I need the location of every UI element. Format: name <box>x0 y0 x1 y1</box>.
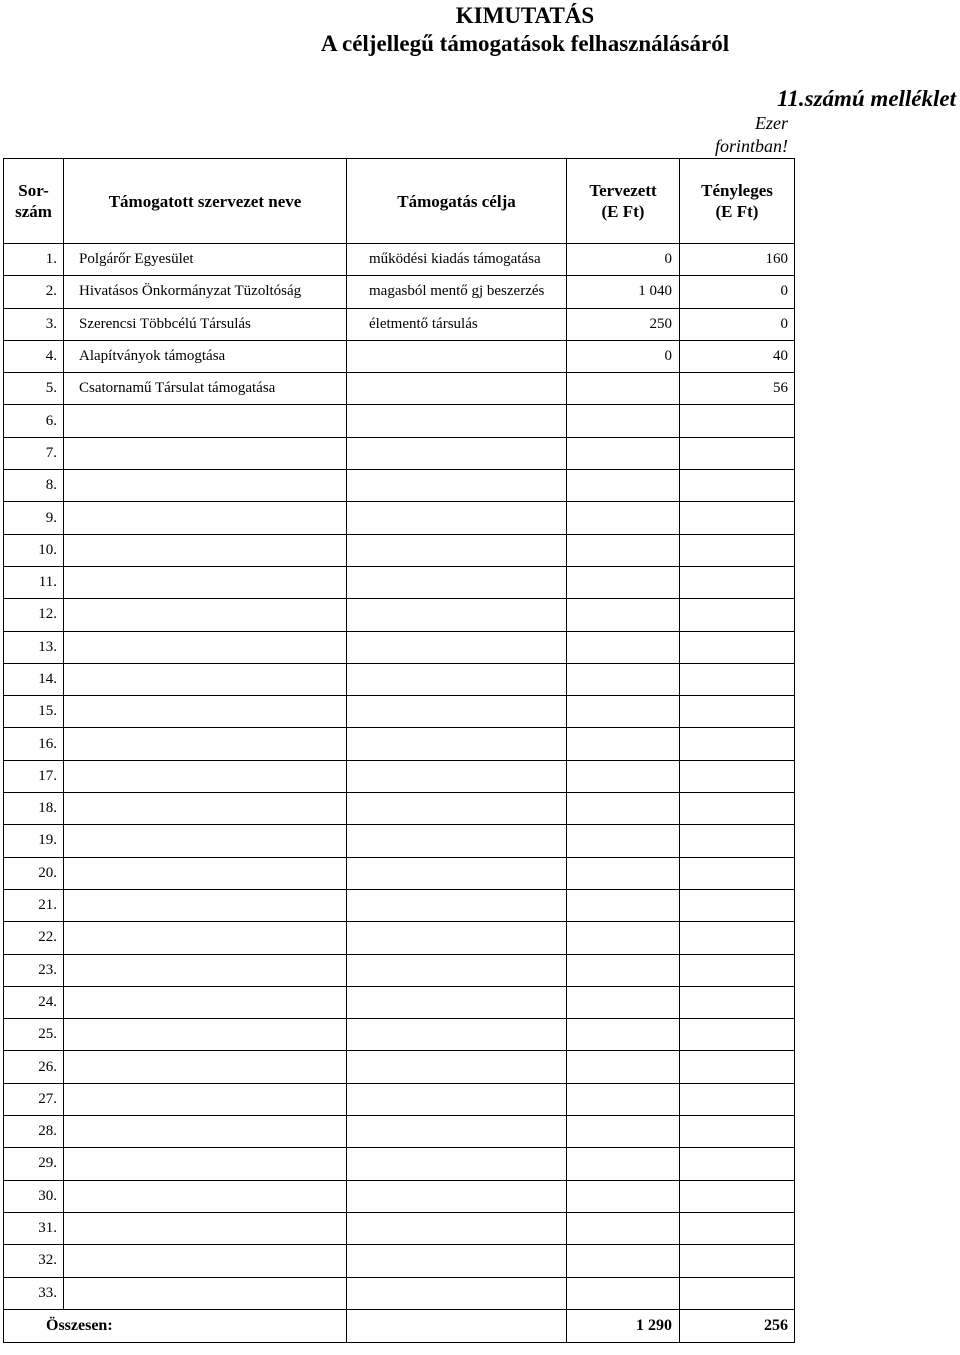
cell-actual <box>680 1148 795 1180</box>
table-row <box>4 1277 795 1309</box>
cell-purpose <box>347 566 567 598</box>
cell-org-name: Csatornamű Társulat támogatása <box>64 373 347 405</box>
document-subtitle: A céljellegű támogatások felhasználásáról <box>320 31 730 56</box>
cell-planned <box>567 1083 680 1115</box>
cell-purpose <box>347 1148 567 1180</box>
table-row <box>4 405 795 437</box>
cell-actual <box>680 1277 795 1309</box>
cell-planned <box>567 825 680 857</box>
cell-org-name <box>64 760 347 792</box>
cell-planned <box>567 696 680 728</box>
table-row <box>4 986 795 1018</box>
cell-serial: 16. <box>4 728 64 760</box>
cell-planned <box>567 793 680 825</box>
total-planned: 1 290 <box>567 1309 680 1342</box>
cell-org-name <box>64 825 347 857</box>
cell-org-name <box>64 1019 347 1051</box>
cell-planned <box>567 405 680 437</box>
cell-actual <box>680 728 795 760</box>
cell-org-name <box>64 1116 347 1148</box>
cell-serial: 28. <box>4 1116 64 1148</box>
cell-planned <box>567 534 680 566</box>
cell-purpose <box>347 986 567 1018</box>
cell-planned <box>567 1277 680 1309</box>
unit-note <box>715 112 788 158</box>
total-actual: 256 <box>680 1309 795 1342</box>
cell-planned <box>567 889 680 921</box>
support-table <box>3 158 795 1343</box>
cell-actual <box>680 1180 795 1212</box>
cell-planned <box>567 1148 680 1180</box>
total-row <box>4 1309 795 1342</box>
cell-purpose <box>347 1180 567 1212</box>
header-planned-line1: Tervezett <box>589 181 657 200</box>
table-row <box>4 760 795 792</box>
cell-org-name <box>64 599 347 631</box>
table-row <box>4 1116 795 1148</box>
cell-serial: 30. <box>4 1180 64 1212</box>
cell-planned: 250 <box>567 308 680 340</box>
cell-org-name <box>64 1083 347 1115</box>
table-row <box>4 793 795 825</box>
cell-purpose <box>347 1051 567 1083</box>
header-purpose: Támogatás célja <box>347 159 567 244</box>
unit-note-line1: Ezer <box>755 113 788 133</box>
annex-label: 11.számú melléklet <box>777 86 956 111</box>
table-row <box>4 728 795 760</box>
cell-serial: 9. <box>4 502 64 534</box>
cell-serial: 25. <box>4 1019 64 1051</box>
cell-actual <box>680 1245 795 1277</box>
cell-org-name <box>64 502 347 534</box>
cell-actual <box>680 857 795 889</box>
cell-purpose <box>347 1019 567 1051</box>
cell-serial: 11. <box>4 566 64 598</box>
cell-serial: 20. <box>4 857 64 889</box>
cell-org-name <box>64 437 347 469</box>
table-row <box>4 889 795 921</box>
cell-serial: 8. <box>4 470 64 502</box>
cell-planned <box>567 1116 680 1148</box>
table-row <box>4 663 795 695</box>
cell-purpose <box>347 922 567 954</box>
cell-purpose <box>347 1277 567 1309</box>
cell-purpose <box>347 663 567 695</box>
cell-serial: 7. <box>4 437 64 469</box>
table-row <box>4 631 795 663</box>
cell-purpose: működési kiadás támogatása <box>347 244 567 276</box>
cell-actual <box>680 470 795 502</box>
cell-planned <box>567 1180 680 1212</box>
total-purpose-cell <box>347 1309 567 1342</box>
cell-actual <box>680 954 795 986</box>
cell-purpose <box>347 696 567 728</box>
cell-org-name <box>64 857 347 889</box>
cell-org-name <box>64 793 347 825</box>
table-row <box>4 599 795 631</box>
cell-purpose <box>347 340 567 372</box>
cell-serial: 33. <box>4 1277 64 1309</box>
table-row <box>4 696 795 728</box>
cell-purpose <box>347 405 567 437</box>
cell-planned <box>567 1245 680 1277</box>
cell-org-name <box>64 696 347 728</box>
cell-actual <box>680 793 795 825</box>
cell-purpose <box>347 825 567 857</box>
cell-planned <box>567 631 680 663</box>
cell-actual: 56 <box>680 373 795 405</box>
header-serial-line1: Sor- <box>18 181 49 200</box>
cell-serial: 13. <box>4 631 64 663</box>
header-planned-line2: (E Ft) <box>601 202 645 221</box>
cell-planned <box>567 470 680 502</box>
cell-serial: 10. <box>4 534 64 566</box>
table-row <box>4 276 795 308</box>
cell-serial: 26. <box>4 1051 64 1083</box>
header-serial <box>4 159 64 244</box>
cell-planned <box>567 502 680 534</box>
cell-planned <box>567 437 680 469</box>
cell-actual <box>680 502 795 534</box>
table-row <box>4 922 795 954</box>
cell-actual <box>680 437 795 469</box>
cell-org-name: Polgárőr Egyesület <box>64 244 347 276</box>
total-label: Összesen: <box>4 1309 347 1342</box>
cell-org-name: Hivatásos Önkormányzat Tüzoltóság <box>64 276 347 308</box>
header-org-name: Támogatott szervezet neve <box>64 159 347 244</box>
cell-actual <box>680 1019 795 1051</box>
cell-purpose <box>347 470 567 502</box>
cell-actual <box>680 631 795 663</box>
table-row <box>4 502 795 534</box>
table-row <box>4 1148 795 1180</box>
cell-org-name <box>64 534 347 566</box>
table-row <box>4 1245 795 1277</box>
cell-actual <box>680 1083 795 1115</box>
table-row <box>4 437 795 469</box>
cell-org-name <box>64 1148 347 1180</box>
cell-serial: 24. <box>4 986 64 1018</box>
cell-planned <box>567 954 680 986</box>
cell-serial: 19. <box>4 825 64 857</box>
cell-serial: 14. <box>4 663 64 695</box>
header-serial-line2: szám <box>15 202 52 221</box>
cell-actual <box>680 663 795 695</box>
document-title: KIMUTATÁS <box>455 3 595 28</box>
cell-actual: 40 <box>680 340 795 372</box>
cell-planned <box>567 857 680 889</box>
cell-actual <box>680 922 795 954</box>
cell-org-name <box>64 1245 347 1277</box>
cell-planned <box>567 566 680 598</box>
cell-purpose <box>347 599 567 631</box>
cell-serial: 15. <box>4 696 64 728</box>
cell-planned <box>567 728 680 760</box>
cell-org-name <box>64 1051 347 1083</box>
header-actual <box>680 159 795 244</box>
unit-note-line2: forintban! <box>714 136 788 156</box>
cell-org-name: Alapítványok támogtása <box>64 340 347 372</box>
cell-actual <box>680 1116 795 1148</box>
cell-planned <box>567 373 680 405</box>
cell-purpose <box>347 1212 567 1244</box>
cell-purpose <box>347 373 567 405</box>
cell-actual <box>680 760 795 792</box>
cell-purpose: életmentő társulás <box>347 308 567 340</box>
table-body <box>4 244 795 1310</box>
table-row <box>4 857 795 889</box>
cell-serial: 2. <box>4 276 64 308</box>
cell-serial: 27. <box>4 1083 64 1115</box>
table-row <box>4 534 795 566</box>
cell-serial: 31. <box>4 1212 64 1244</box>
cell-purpose <box>347 1116 567 1148</box>
table-row <box>4 1180 795 1212</box>
table-header-row <box>4 159 795 244</box>
cell-actual <box>680 599 795 631</box>
cell-purpose <box>347 760 567 792</box>
cell-actual: 0 <box>680 276 795 308</box>
cell-org-name <box>64 954 347 986</box>
cell-planned <box>567 986 680 1018</box>
cell-actual <box>680 986 795 1018</box>
cell-org-name <box>64 728 347 760</box>
header-planned <box>567 159 680 244</box>
cell-planned <box>567 760 680 792</box>
cell-org-name <box>64 663 347 695</box>
cell-org-name: Szerencsi Többcélú Társulás <box>64 308 347 340</box>
table-row <box>4 954 795 986</box>
cell-actual: 0 <box>680 308 795 340</box>
cell-serial: 21. <box>4 889 64 921</box>
cell-org-name <box>64 1212 347 1244</box>
cell-serial: 12. <box>4 599 64 631</box>
cell-serial: 17. <box>4 760 64 792</box>
table-row <box>4 1083 795 1115</box>
cell-purpose <box>347 889 567 921</box>
table-row <box>4 470 795 502</box>
cell-serial: 22. <box>4 922 64 954</box>
cell-serial: 4. <box>4 340 64 372</box>
cell-planned: 1 040 <box>567 276 680 308</box>
cell-purpose <box>347 1245 567 1277</box>
cell-serial: 1. <box>4 244 64 276</box>
cell-purpose <box>347 1083 567 1115</box>
cell-planned <box>567 1051 680 1083</box>
table-row <box>4 1051 795 1083</box>
cell-serial: 3. <box>4 308 64 340</box>
cell-serial: 32. <box>4 1245 64 1277</box>
cell-org-name <box>64 986 347 1018</box>
cell-planned <box>567 663 680 695</box>
cell-purpose: magasból mentő gj beszerzés <box>347 276 567 308</box>
cell-actual <box>680 534 795 566</box>
cell-planned <box>567 922 680 954</box>
cell-planned <box>567 1212 680 1244</box>
cell-actual <box>680 1051 795 1083</box>
cell-planned: 0 <box>567 340 680 372</box>
cell-purpose <box>347 954 567 986</box>
cell-planned <box>567 1019 680 1051</box>
cell-purpose <box>347 502 567 534</box>
cell-org-name <box>64 1277 347 1309</box>
cell-purpose <box>347 534 567 566</box>
table-row <box>4 1212 795 1244</box>
cell-purpose <box>347 631 567 663</box>
cell-actual <box>680 696 795 728</box>
cell-serial: 29. <box>4 1148 64 1180</box>
cell-org-name <box>64 631 347 663</box>
table-row <box>4 308 795 340</box>
cell-org-name <box>64 405 347 437</box>
cell-org-name <box>64 470 347 502</box>
cell-serial: 5. <box>4 373 64 405</box>
cell-purpose <box>347 793 567 825</box>
cell-serial: 18. <box>4 793 64 825</box>
cell-org-name <box>64 922 347 954</box>
table-row <box>4 825 795 857</box>
cell-actual <box>680 825 795 857</box>
cell-purpose <box>347 857 567 889</box>
cell-purpose <box>347 728 567 760</box>
cell-serial: 23. <box>4 954 64 986</box>
table-row <box>4 340 795 372</box>
table-row <box>4 244 795 276</box>
cell-planned <box>567 599 680 631</box>
cell-serial: 6. <box>4 405 64 437</box>
cell-actual <box>680 1212 795 1244</box>
header-actual-line2: (E Ft) <box>715 202 759 221</box>
cell-actual <box>680 889 795 921</box>
cell-org-name <box>64 889 347 921</box>
cell-planned: 0 <box>567 244 680 276</box>
cell-actual <box>680 566 795 598</box>
table-row <box>4 566 795 598</box>
table-row <box>4 373 795 405</box>
cell-actual <box>680 405 795 437</box>
cell-purpose <box>347 437 567 469</box>
cell-org-name <box>64 566 347 598</box>
cell-org-name <box>64 1180 347 1212</box>
header-actual-line1: Tényleges <box>701 181 773 200</box>
cell-actual: 160 <box>680 244 795 276</box>
table-row <box>4 1019 795 1051</box>
